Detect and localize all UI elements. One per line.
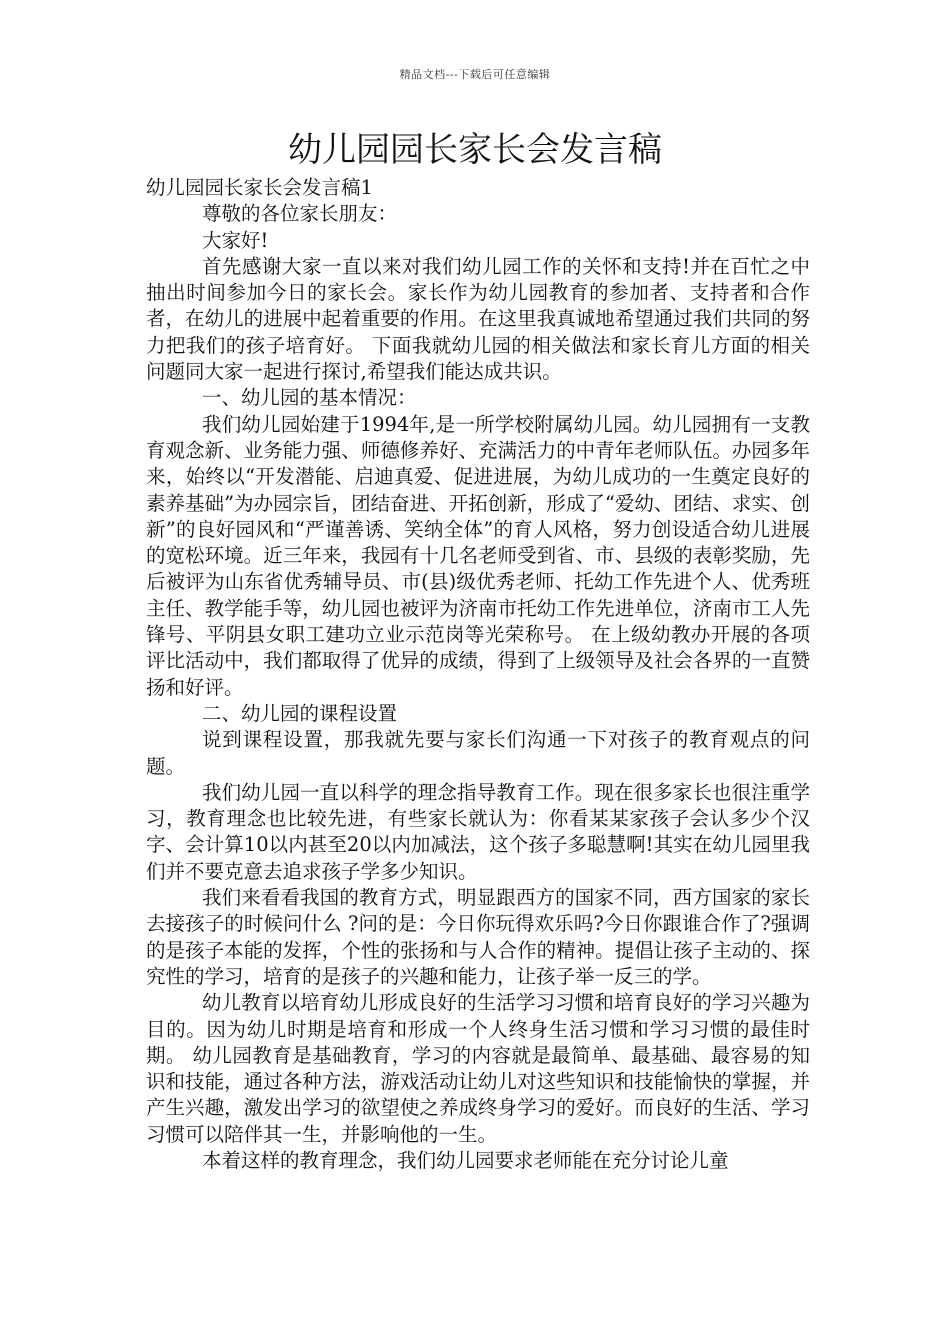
paragraph-intro: 首先感谢大家一直以来对我们幼儿园工作的关怀和支持!并在百忙之中抽出时间参加今日的家长会。家长作为幼儿园教育的参加者、支持者和合作者，在幼儿的进展中起着重要的作用。在这里我真诚地希望通过我们共同的努力把我们的孩子培育好。 下面我就幼儿园的相关做法和家长育儿方面的相关问题同大家一起进行探讨,希望我们能达成共识。 xyxy=(146,254,810,384)
paragraph-early-education-goals: 幼儿教育以培育幼儿形成良好的生活学习习惯和培育良好的学习兴趣为目的。因为幼儿时期是培育和形成一个人终身生活习惯和学习习惯的最佳时期。 幼儿园教育是基础教育，学习的内容就是最简单、最基础、最容易的知识和技能，通过各种方法，游戏活动让幼儿对这些知识和技能愉快的掌握，并产生兴趣，激发出学习的欲望使之养成终身学习的爱好。而良好的生活、学习习惯可以陪伴其一生，并影响他的一生。 xyxy=(146,991,810,1146)
section-subtitle: 幼儿园园长家长会发言稿1 xyxy=(146,176,373,199)
paragraph-science-philosophy: 我们幼儿园一直以科学的理念指导教育工作。现在很多家长也很注重学习，教育理念也比较先进，有些家长就认为：你看某某家孩子会认多少个汉字、会计算10以内甚至20以内加减法，这个孩子多聪慧啊!其实在幼儿园里我们并不要克意去追求孩子学多少知识。 xyxy=(146,780,810,883)
paragraph-western-education: 我们来看看我国的教育方式，明显跟西方的国家不同，西方国家的家长去接孩子的时候问什么 ?问的是：今日你玩得欢乐吗?今日你跟谁合作了?强调的是孩子本能的发挥，个性的张扬和与人合作的精神。提倡让孩子主动的、探究性的学习，培育的是孩子的兴趣和能力，让孩子举一反三的学。 xyxy=(146,886,810,988)
paragraph-basic-info: 我们幼儿园始建于1994年,是一所学校附属幼儿园。幼儿园拥有一支教育观念新、业务能力强、师德修养好、充满活力的中青年老师队伍。办园多年来，始终以“开发潜能、启迪真爱、促进进展，为幼儿成功的一生奠定良好的素养基础”为办园宗旨，团结奋进、开拓创新，形成了“爱幼、团结、求实、创新”的良好园风和“严谨善诱、笑纳全体”的育人风格，努力创设适合幼儿进展的宽松环境。近三年来，我园有十几名老师受到省、市、县级的表彰奖励，先后被评为山东省优秀辅导员、市(县)级优秀老师、托幼工作先进个人、优秀班主任、教学能手等，幼儿园也被评为济南市托幼工作先进单位，济南市工人先锋号、平阴县女职工建功立业示范岗等光荣称号。 在上级幼教办开展的各项评比活动中，我们都取得了优异的成绩，得到了上级领导及社会各界的一直赞扬和好评。 xyxy=(146,412,810,699)
paragraph-curriculum-intro: 说到课程设置，那我就先要与家长们沟通一下对孩子的教育观点的问题。 xyxy=(146,728,810,778)
paragraph-salutation: 尊敬的各位家长朋友： xyxy=(202,202,398,226)
section-heading-curriculum: 二、幼儿园的课程设置 xyxy=(202,701,398,725)
paragraph-teaching-requirements: 本着这样的教育理念，我们幼儿园要求老师能在充分讨论儿童 xyxy=(202,1148,729,1172)
section-heading-basic-info: 一、幼儿园的基本情况： xyxy=(202,386,417,410)
header-note: 精品文档---下载后可任意编辑 xyxy=(399,68,551,81)
document-body xyxy=(146,175,810,1174)
document-title: 幼儿园园长家长会发言稿 xyxy=(288,130,662,170)
paragraph-greeting: 大家好! xyxy=(202,228,269,252)
